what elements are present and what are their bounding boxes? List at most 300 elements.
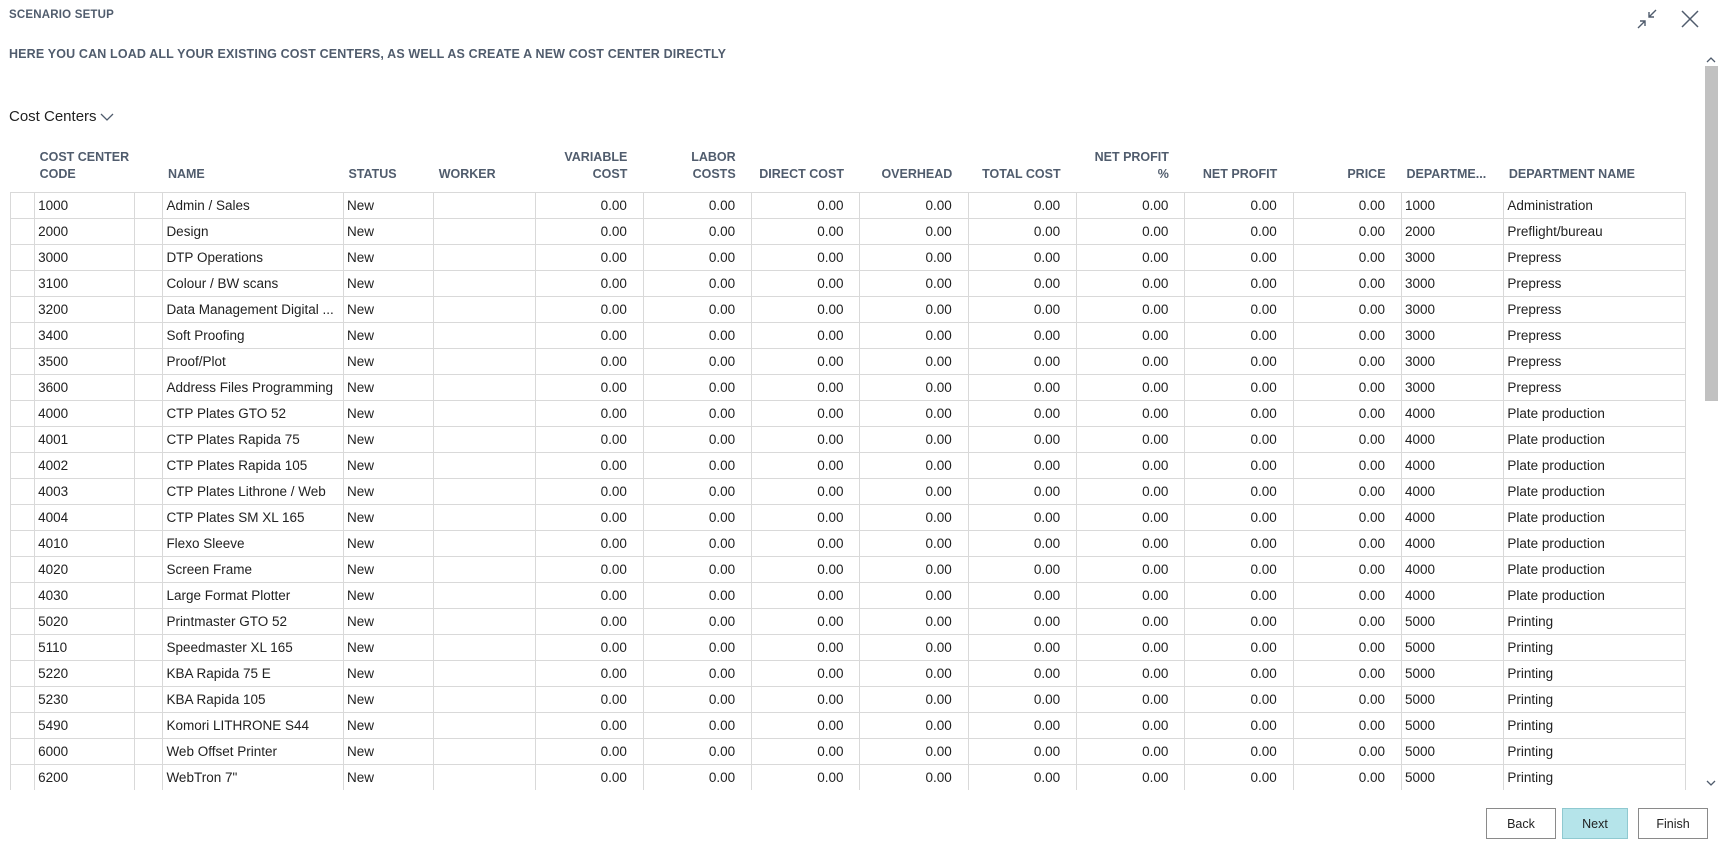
- table-row[interactable]: [11, 374, 1686, 400]
- cell-net-profit-pct[interactable]: 0.00: [1077, 400, 1185, 426]
- row-selector-cell[interactable]: [11, 296, 35, 322]
- cell-worker[interactable]: [434, 322, 535, 348]
- cell-price[interactable]: 0.00: [1293, 764, 1401, 790]
- cost-centers-caption[interactable]: [9, 108, 114, 125]
- cell-code[interactable]: 4000: [35, 400, 135, 426]
- cell-labor-costs[interactable]: 0.00: [643, 452, 751, 478]
- cell-name[interactable]: CTP Plates SM XL 165: [163, 504, 344, 530]
- row-selector-cell[interactable]: [11, 322, 35, 348]
- cell-labor-costs[interactable]: 0.00: [643, 374, 751, 400]
- cell-direct-cost[interactable]: 0.00: [752, 296, 860, 322]
- cell-net-profit-pct[interactable]: 0.00: [1077, 270, 1185, 296]
- cell-name[interactable]: Screen Frame: [163, 556, 344, 582]
- cell-department-name[interactable]: Printing: [1504, 634, 1686, 660]
- cell-price[interactable]: 0.00: [1293, 374, 1401, 400]
- cell-total-cost[interactable]: 0.00: [968, 244, 1076, 270]
- cell-name[interactable]: Soft Proofing: [163, 322, 344, 348]
- cell-net-profit[interactable]: 0.00: [1185, 764, 1293, 790]
- cell-net-profit[interactable]: 0.00: [1185, 556, 1293, 582]
- cell-code[interactable]: 4010: [35, 530, 135, 556]
- cell-status[interactable]: New: [343, 504, 433, 530]
- cell-labor-costs[interactable]: 0.00: [643, 738, 751, 764]
- cell-status[interactable]: New: [343, 660, 433, 686]
- cell-worker[interactable]: [434, 686, 535, 712]
- cell-overhead[interactable]: 0.00: [860, 634, 968, 660]
- cell-total-cost[interactable]: 0.00: [968, 712, 1076, 738]
- cell-department[interactable]: 4000: [1402, 452, 1504, 478]
- cell-status[interactable]: New: [343, 374, 433, 400]
- cell-variable-cost[interactable]: 0.00: [535, 270, 643, 296]
- cell-total-cost[interactable]: 0.00: [968, 504, 1076, 530]
- cell-price[interactable]: 0.00: [1293, 218, 1401, 244]
- cell-net-profit-pct[interactable]: 0.00: [1077, 452, 1185, 478]
- col-header-worker[interactable]: WORKER: [438, 167, 496, 181]
- cell-status[interactable]: New: [343, 400, 433, 426]
- cell-total-cost[interactable]: 0.00: [968, 296, 1076, 322]
- cell-overhead[interactable]: 0.00: [860, 478, 968, 504]
- table-row[interactable]: [11, 634, 1686, 660]
- cell-status[interactable]: New: [343, 296, 433, 322]
- col-header-overhead[interactable]: OVERHEAD: [881, 167, 953, 181]
- table-row[interactable]: [11, 504, 1686, 530]
- cell-total-cost[interactable]: 0.00: [968, 608, 1076, 634]
- cell-price[interactable]: 0.00: [1293, 452, 1401, 478]
- table-row[interactable]: [11, 322, 1686, 348]
- row-selector-cell[interactable]: [11, 686, 35, 712]
- cell-worker[interactable]: [434, 634, 535, 660]
- cell-labor-costs[interactable]: 0.00: [643, 634, 751, 660]
- cell-variable-cost[interactable]: 0.00: [535, 374, 643, 400]
- table-row[interactable]: [11, 452, 1686, 478]
- cell-name[interactable]: DTP Operations: [163, 244, 344, 270]
- cell-net-profit[interactable]: 0.00: [1185, 530, 1293, 556]
- cell-overhead[interactable]: 0.00: [860, 244, 968, 270]
- cell-total-cost[interactable]: 0.00: [968, 556, 1076, 582]
- row-selector-cell[interactable]: [11, 582, 35, 608]
- cell-department[interactable]: 1000: [1402, 192, 1504, 218]
- cell-overhead[interactable]: 0.00: [860, 764, 968, 790]
- cell-net-profit-pct[interactable]: 0.00: [1077, 478, 1185, 504]
- cell-worker[interactable]: [434, 660, 535, 686]
- cell-name[interactable]: Data Management Digital ...: [163, 296, 344, 322]
- cell-variable-cost[interactable]: 0.00: [535, 660, 643, 686]
- cell-name[interactable]: WebTron 7": [163, 764, 344, 790]
- cell-overhead[interactable]: 0.00: [860, 322, 968, 348]
- cell-total-cost[interactable]: 0.00: [968, 478, 1076, 504]
- cell-worker[interactable]: [434, 556, 535, 582]
- cell-overhead[interactable]: 0.00: [860, 296, 968, 322]
- cell-labor-costs[interactable]: 0.00: [643, 426, 751, 452]
- cell-net-profit-pct[interactable]: 0.00: [1077, 322, 1185, 348]
- cell-net-profit-pct[interactable]: 0.00: [1077, 660, 1185, 686]
- cell-direct-cost[interactable]: 0.00: [752, 270, 860, 296]
- cell-direct-cost[interactable]: 0.00: [752, 504, 860, 530]
- row-selector-cell[interactable]: [11, 634, 35, 660]
- table-row[interactable]: [11, 660, 1686, 686]
- cell-code[interactable]: 3400: [35, 322, 135, 348]
- cell-net-profit-pct[interactable]: 0.00: [1077, 192, 1185, 218]
- cell-variable-cost[interactable]: 0.00: [535, 556, 643, 582]
- cell-name[interactable]: KBA Rapida 105: [163, 686, 344, 712]
- col-header-direct-cost[interactable]: DIRECT COST: [759, 167, 844, 181]
- cell-net-profit-pct[interactable]: 0.00: [1077, 296, 1185, 322]
- cell-net-profit[interactable]: 0.00: [1185, 374, 1293, 400]
- cell-worker[interactable]: [434, 244, 535, 270]
- cell-total-cost[interactable]: 0.00: [968, 582, 1076, 608]
- cell-total-cost[interactable]: 0.00: [968, 322, 1076, 348]
- cell-department[interactable]: 5000: [1402, 764, 1504, 790]
- row-selector-cell[interactable]: [11, 556, 35, 582]
- cell-variable-cost[interactable]: 0.00: [535, 452, 643, 478]
- cell-name[interactable]: Admin / Sales: [163, 192, 344, 218]
- cell-name[interactable]: Proof/Plot: [163, 348, 344, 374]
- cell-labor-costs[interactable]: 0.00: [643, 270, 751, 296]
- cell-direct-cost[interactable]: 0.00: [752, 426, 860, 452]
- cell-net-profit[interactable]: 0.00: [1185, 478, 1293, 504]
- cell-code[interactable]: 5230: [35, 686, 135, 712]
- cell-code[interactable]: 3600: [35, 374, 135, 400]
- table-row[interactable]: [11, 478, 1686, 504]
- cell-department-name[interactable]: Plate production: [1504, 504, 1686, 530]
- cell-total-cost[interactable]: 0.00: [968, 426, 1076, 452]
- table-row[interactable]: [11, 426, 1686, 452]
- cell-variable-cost[interactable]: 0.00: [535, 712, 643, 738]
- cell-direct-cost[interactable]: 0.00: [752, 712, 860, 738]
- cell-name[interactable]: Speedmaster XL 165: [163, 634, 344, 660]
- cell-labor-costs[interactable]: 0.00: [643, 582, 751, 608]
- cell-labor-costs[interactable]: 0.00: [643, 712, 751, 738]
- cell-net-profit[interactable]: 0.00: [1185, 348, 1293, 374]
- cell-department[interactable]: 5000: [1402, 738, 1504, 764]
- cell-variable-cost[interactable]: 0.00: [535, 738, 643, 764]
- cell-labor-costs[interactable]: 0.00: [643, 530, 751, 556]
- cell-direct-cost[interactable]: 0.00: [752, 218, 860, 244]
- cell-labor-costs[interactable]: 0.00: [643, 244, 751, 270]
- cell-department-name[interactable]: Prepress: [1504, 244, 1686, 270]
- cell-department-name[interactable]: Prepress: [1504, 374, 1686, 400]
- cell-variable-cost[interactable]: 0.00: [535, 400, 643, 426]
- cell-overhead[interactable]: 0.00: [860, 608, 968, 634]
- cell-variable-cost[interactable]: 0.00: [535, 192, 643, 218]
- cell-labor-costs[interactable]: 0.00: [643, 348, 751, 374]
- cell-labor-costs[interactable]: 0.00: [643, 218, 751, 244]
- row-selector-cell[interactable]: [11, 504, 35, 530]
- cell-net-profit-pct[interactable]: 0.00: [1077, 764, 1185, 790]
- cell-department-name[interactable]: Plate production: [1504, 530, 1686, 556]
- cell-department[interactable]: 4000: [1402, 504, 1504, 530]
- cell-department-name[interactable]: Plate production: [1504, 556, 1686, 582]
- cell-worker[interactable]: [434, 504, 535, 530]
- cell-price[interactable]: 0.00: [1293, 322, 1401, 348]
- cell-code[interactable]: 3500: [35, 348, 135, 374]
- cell-net-profit-pct[interactable]: 0.00: [1077, 582, 1185, 608]
- row-selector-cell[interactable]: [11, 608, 35, 634]
- cell-net-profit-pct[interactable]: 0.00: [1077, 738, 1185, 764]
- cell-total-cost[interactable]: 0.00: [968, 192, 1076, 218]
- cell-name[interactable]: KBA Rapida 75 E: [163, 660, 344, 686]
- cell-department[interactable]: 3000: [1402, 322, 1504, 348]
- cell-code[interactable]: 6000: [35, 738, 135, 764]
- cell-department[interactable]: 3000: [1402, 270, 1504, 296]
- cell-department[interactable]: 3000: [1402, 296, 1504, 322]
- cell-direct-cost[interactable]: 0.00: [752, 634, 860, 660]
- cell-net-profit-pct[interactable]: 0.00: [1077, 426, 1185, 452]
- cell-code[interactable]: 4002: [35, 452, 135, 478]
- cell-net-profit-pct[interactable]: 0.00: [1077, 530, 1185, 556]
- row-selector-cell[interactable]: [11, 374, 35, 400]
- cell-price[interactable]: 0.00: [1293, 504, 1401, 530]
- cell-department[interactable]: 5000: [1402, 608, 1504, 634]
- cell-net-profit[interactable]: 0.00: [1185, 712, 1293, 738]
- table-row[interactable]: [11, 608, 1686, 634]
- cell-price[interactable]: 0.00: [1293, 660, 1401, 686]
- cell-department-name[interactable]: Prepress: [1504, 322, 1686, 348]
- cell-total-cost[interactable]: 0.00: [968, 634, 1076, 660]
- cell-price[interactable]: 0.00: [1293, 608, 1401, 634]
- cell-department[interactable]: 3000: [1402, 348, 1504, 374]
- cell-status[interactable]: New: [343, 582, 433, 608]
- cell-code[interactable]: 3200: [35, 296, 135, 322]
- cell-net-profit-pct[interactable]: 0.00: [1077, 218, 1185, 244]
- table-row[interactable]: [11, 192, 1686, 218]
- cell-department-name[interactable]: Printing: [1504, 686, 1686, 712]
- cell-net-profit[interactable]: 0.00: [1185, 218, 1293, 244]
- cell-code[interactable]: 4020: [35, 556, 135, 582]
- cell-variable-cost[interactable]: 0.00: [535, 478, 643, 504]
- cell-total-cost[interactable]: 0.00: [968, 686, 1076, 712]
- cell-status[interactable]: New: [343, 634, 433, 660]
- cell-code[interactable]: 2000: [35, 218, 135, 244]
- cell-status[interactable]: New: [343, 764, 433, 790]
- row-selector-cell[interactable]: [11, 660, 35, 686]
- cell-net-profit-pct[interactable]: 0.00: [1077, 504, 1185, 530]
- cell-name[interactable]: Komori LITHRONE S44: [163, 712, 344, 738]
- cell-department[interactable]: 4000: [1402, 530, 1504, 556]
- cell-variable-cost[interactable]: 0.00: [535, 218, 643, 244]
- cell-status[interactable]: New: [343, 322, 433, 348]
- cell-price[interactable]: 0.00: [1293, 738, 1401, 764]
- row-selector-cell[interactable]: [11, 348, 35, 374]
- cell-name[interactable]: Design: [163, 218, 344, 244]
- cell-worker[interactable]: [434, 348, 535, 374]
- cell-worker[interactable]: [434, 452, 535, 478]
- table-row[interactable]: [11, 296, 1686, 322]
- cell-net-profit-pct[interactable]: 0.00: [1077, 712, 1185, 738]
- cell-worker[interactable]: [434, 764, 535, 790]
- cell-worker[interactable]: [434, 426, 535, 452]
- cell-total-cost[interactable]: 0.00: [968, 530, 1076, 556]
- cell-direct-cost[interactable]: 0.00: [752, 738, 860, 764]
- cell-department[interactable]: 4000: [1402, 478, 1504, 504]
- cell-labor-costs[interactable]: 0.00: [643, 478, 751, 504]
- row-selector-cell[interactable]: [11, 400, 35, 426]
- cell-code[interactable]: 5110: [35, 634, 135, 660]
- cell-overhead[interactable]: 0.00: [860, 530, 968, 556]
- cell-net-profit[interactable]: 0.00: [1185, 504, 1293, 530]
- cell-direct-cost[interactable]: 0.00: [752, 686, 860, 712]
- vertical-scrollbar[interactable]: [1703, 52, 1719, 790]
- cell-labor-costs[interactable]: 0.00: [643, 504, 751, 530]
- cell-worker[interactable]: [434, 374, 535, 400]
- cell-worker[interactable]: [434, 218, 535, 244]
- cell-department[interactable]: 5000: [1402, 660, 1504, 686]
- cell-total-cost[interactable]: 0.00: [968, 374, 1076, 400]
- cell-variable-cost[interactable]: 0.00: [535, 296, 643, 322]
- cell-net-profit[interactable]: 0.00: [1185, 452, 1293, 478]
- cell-name[interactable]: CTP Plates Rapida 105: [163, 452, 344, 478]
- cell-overhead[interactable]: 0.00: [860, 348, 968, 374]
- back-button[interactable]: Back: [1486, 808, 1556, 839]
- cell-net-profit[interactable]: 0.00: [1185, 244, 1293, 270]
- cell-name[interactable]: CTP Plates Lithrone / Web: [163, 478, 344, 504]
- cell-status[interactable]: New: [343, 244, 433, 270]
- table-row[interactable]: [11, 530, 1686, 556]
- cell-direct-cost[interactable]: 0.00: [752, 348, 860, 374]
- cell-total-cost[interactable]: 0.00: [968, 348, 1076, 374]
- cell-net-profit-pct[interactable]: 0.00: [1077, 244, 1185, 270]
- cell-code[interactable]: 3100: [35, 270, 135, 296]
- cell-name[interactable]: Address Files Programming: [163, 374, 344, 400]
- cell-name[interactable]: CTP Plates GTO 52: [163, 400, 344, 426]
- cell-labor-costs[interactable]: 0.00: [643, 322, 751, 348]
- cell-code[interactable]: 4001: [35, 426, 135, 452]
- cell-overhead[interactable]: 0.00: [860, 218, 968, 244]
- row-selector-cell[interactable]: [11, 738, 35, 764]
- cell-status[interactable]: New: [343, 478, 433, 504]
- cell-direct-cost[interactable]: 0.00: [752, 582, 860, 608]
- cell-department-name[interactable]: Printing: [1504, 764, 1686, 790]
- cell-worker[interactable]: [434, 582, 535, 608]
- cell-status[interactable]: New: [343, 452, 433, 478]
- cell-direct-cost[interactable]: 0.00: [752, 530, 860, 556]
- cell-department-name[interactable]: Administration: [1504, 192, 1686, 218]
- cell-code[interactable]: 4004: [35, 504, 135, 530]
- cell-code[interactable]: 5490: [35, 712, 135, 738]
- cell-labor-costs[interactable]: 0.00: [643, 660, 751, 686]
- cell-overhead[interactable]: 0.00: [860, 270, 968, 296]
- scroll-thumb[interactable]: [1705, 66, 1718, 401]
- row-selector-cell[interactable]: [11, 426, 35, 452]
- cell-net-profit-pct[interactable]: 0.00: [1077, 608, 1185, 634]
- cell-status[interactable]: New: [343, 738, 433, 764]
- cell-variable-cost[interactable]: 0.00: [535, 322, 643, 348]
- cell-price[interactable]: 0.00: [1293, 244, 1401, 270]
- cell-department-name[interactable]: Plate production: [1504, 400, 1686, 426]
- cell-direct-cost[interactable]: 0.00: [752, 452, 860, 478]
- cell-labor-costs[interactable]: 0.00: [643, 192, 751, 218]
- cell-name[interactable]: Large Format Plotter: [163, 582, 344, 608]
- cell-price[interactable]: 0.00: [1293, 426, 1401, 452]
- cell-direct-cost[interactable]: 0.00: [752, 244, 860, 270]
- cell-name[interactable]: Flexo Sleeve: [163, 530, 344, 556]
- cell-worker[interactable]: [434, 530, 535, 556]
- cell-variable-cost[interactable]: 0.00: [535, 244, 643, 270]
- cell-variable-cost[interactable]: 0.00: [535, 582, 643, 608]
- cell-code[interactable]: 3000: [35, 244, 135, 270]
- cell-variable-cost[interactable]: 0.00: [535, 426, 643, 452]
- table-row[interactable]: [11, 686, 1686, 712]
- cell-direct-cost[interactable]: 0.00: [752, 192, 860, 218]
- cell-name[interactable]: Colour / BW scans: [163, 270, 344, 296]
- cell-total-cost[interactable]: 0.00: [968, 764, 1076, 790]
- scroll-down-button[interactable]: [1703, 776, 1719, 790]
- cell-net-profit[interactable]: 0.00: [1185, 192, 1293, 218]
- col-header-code[interactable]: COST CENTER CODE: [39, 149, 130, 181]
- col-header-labor-costs[interactable]: LABOR COSTS: [691, 149, 736, 181]
- cell-department-name[interactable]: Printing: [1504, 738, 1686, 764]
- cell-worker[interactable]: [434, 400, 535, 426]
- table-row[interactable]: [11, 738, 1686, 764]
- cell-variable-cost[interactable]: 0.00: [535, 504, 643, 530]
- cell-department[interactable]: 4000: [1402, 582, 1504, 608]
- cell-price[interactable]: 0.00: [1293, 270, 1401, 296]
- cell-price[interactable]: 0.00: [1293, 478, 1401, 504]
- cell-net-profit-pct[interactable]: 0.00: [1077, 374, 1185, 400]
- cell-code[interactable]: 6200: [35, 764, 135, 790]
- cell-worker[interactable]: [434, 738, 535, 764]
- row-selector-cell[interactable]: [11, 712, 35, 738]
- cell-overhead[interactable]: 0.00: [860, 400, 968, 426]
- row-selector-cell[interactable]: [11, 452, 35, 478]
- cell-department-name[interactable]: Prepress: [1504, 348, 1686, 374]
- cell-direct-cost[interactable]: 0.00: [752, 608, 860, 634]
- cell-total-cost[interactable]: 0.00: [968, 270, 1076, 296]
- cell-total-cost[interactable]: 0.00: [968, 218, 1076, 244]
- row-selector-cell[interactable]: [11, 192, 35, 218]
- cell-price[interactable]: 0.00: [1293, 348, 1401, 374]
- col-header-department-name[interactable]: DEPARTMENT NAME: [1508, 167, 1635, 181]
- col-header-status[interactable]: STATUS: [348, 167, 397, 181]
- cell-net-profit[interactable]: 0.00: [1185, 426, 1293, 452]
- cell-department[interactable]: 2000: [1402, 218, 1504, 244]
- cell-status[interactable]: New: [343, 218, 433, 244]
- cell-net-profit[interactable]: 0.00: [1185, 270, 1293, 296]
- scroll-up-button[interactable]: [1703, 52, 1719, 66]
- row-selector-cell[interactable]: [11, 218, 35, 244]
- row-selector-cell[interactable]: [11, 478, 35, 504]
- cell-code[interactable]: 4003: [35, 478, 135, 504]
- cell-department-name[interactable]: Printing: [1504, 712, 1686, 738]
- cell-overhead[interactable]: 0.00: [860, 504, 968, 530]
- row-selector-cell[interactable]: [11, 244, 35, 270]
- cell-net-profit-pct[interactable]: 0.00: [1077, 348, 1185, 374]
- cell-labor-costs[interactable]: 0.00: [643, 296, 751, 322]
- cell-price[interactable]: 0.00: [1293, 686, 1401, 712]
- cell-price[interactable]: 0.00: [1293, 582, 1401, 608]
- cell-variable-cost[interactable]: 0.00: [535, 686, 643, 712]
- cell-department[interactable]: 3000: [1402, 374, 1504, 400]
- cell-direct-cost[interactable]: 0.00: [752, 374, 860, 400]
- cell-worker[interactable]: [434, 608, 535, 634]
- cell-direct-cost[interactable]: 0.00: [752, 556, 860, 582]
- cell-worker[interactable]: [434, 192, 535, 218]
- cell-department-name[interactable]: Plate production: [1504, 452, 1686, 478]
- cell-labor-costs[interactable]: 0.00: [643, 608, 751, 634]
- cell-overhead[interactable]: 0.00: [860, 556, 968, 582]
- close-button[interactable]: [1673, 4, 1707, 34]
- cell-total-cost[interactable]: 0.00: [968, 452, 1076, 478]
- cell-status[interactable]: New: [343, 556, 433, 582]
- cell-direct-cost[interactable]: 0.00: [752, 478, 860, 504]
- cell-labor-costs[interactable]: 0.00: [643, 764, 751, 790]
- cell-net-profit[interactable]: 0.00: [1185, 634, 1293, 660]
- cell-name[interactable]: Printmaster GTO 52: [163, 608, 344, 634]
- cell-worker[interactable]: [434, 712, 535, 738]
- cell-variable-cost[interactable]: 0.00: [535, 764, 643, 790]
- cell-status[interactable]: New: [343, 712, 433, 738]
- cell-worker[interactable]: [434, 478, 535, 504]
- finish-button[interactable]: Finish: [1638, 808, 1708, 839]
